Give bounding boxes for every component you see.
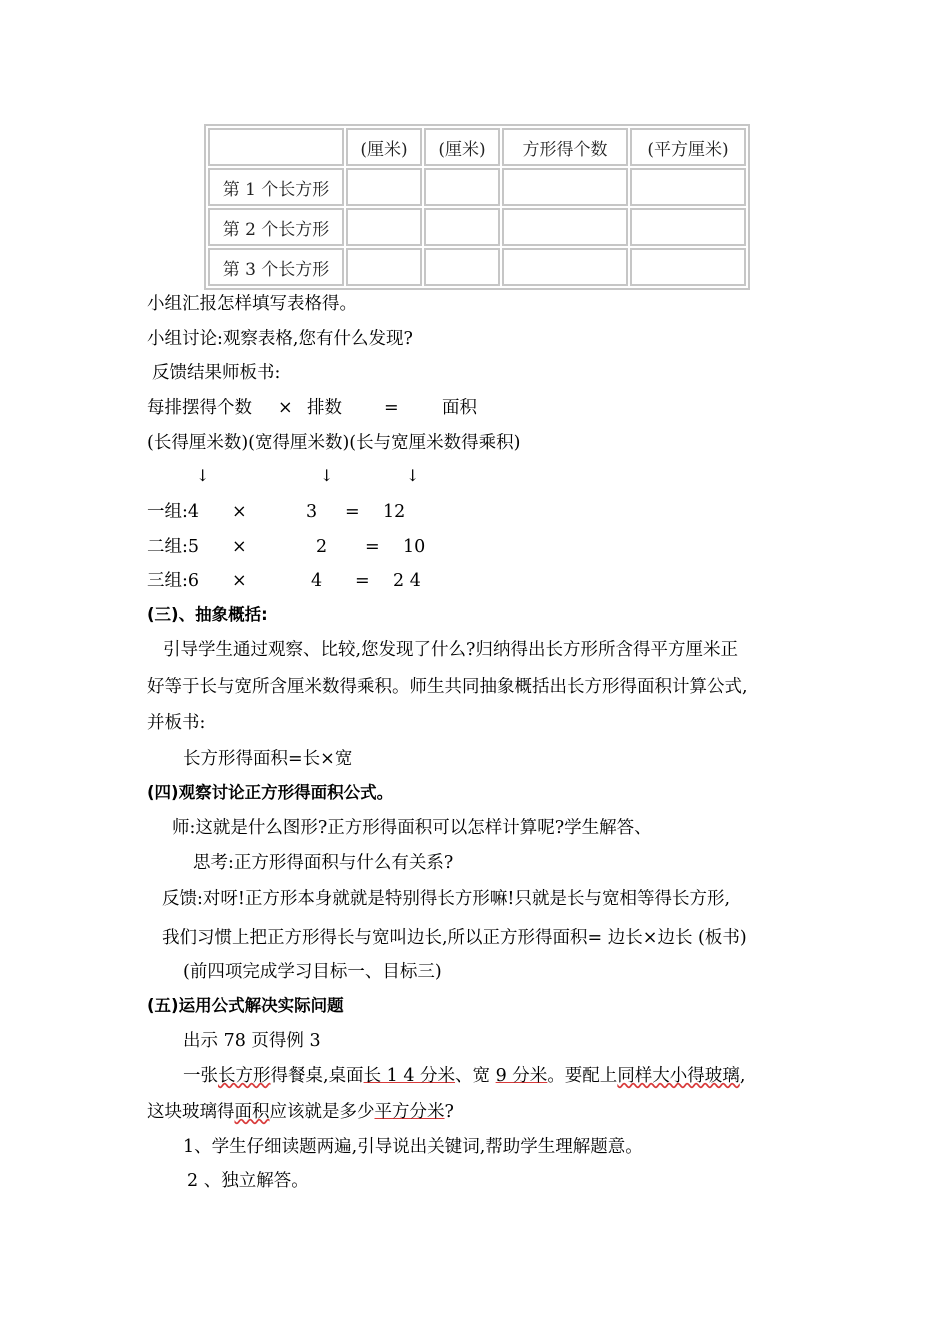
- text-span: 应该就是多少: [269, 1102, 375, 1122]
- keyword: 长方形: [218, 1066, 271, 1086]
- table-row: [208, 248, 746, 286]
- table-header-cell: (平方厘米): [630, 128, 746, 166]
- table-header-row: [208, 128, 746, 166]
- data-table: [204, 124, 750, 290]
- formula-times: ×: [278, 398, 293, 418]
- paragraph-line: 并板书:: [147, 713, 206, 733]
- report-line: 小组汇报怎样填写表格得。: [147, 294, 357, 314]
- example-title: 出示 78 页得例 3: [183, 1031, 321, 1051]
- table-cell: [502, 208, 628, 246]
- table-cell: [346, 248, 422, 286]
- keyword: 同样大小得玻璃: [617, 1066, 740, 1086]
- group-3-label: 三组:6: [147, 571, 200, 591]
- formula-label-b: 排数: [307, 398, 342, 418]
- keyword: 面积: [234, 1102, 270, 1122]
- group-2-label: 二组:5: [147, 537, 200, 557]
- table-cell: [502, 248, 628, 286]
- group-1-width: 3: [306, 502, 318, 522]
- group-2-equals: =: [365, 537, 380, 557]
- group-1-equals: =: [345, 502, 360, 522]
- table-row-label: 第 2 个长方形: [208, 208, 344, 246]
- group-3-width: 4: [311, 571, 323, 591]
- keyword: 长 1 4 分米: [363, 1066, 456, 1086]
- table-cell: [424, 208, 500, 246]
- table-row: [208, 168, 746, 206]
- group-1-result: 12: [383, 502, 406, 522]
- step-1: 1、学生仔细读题两遍,引导说出关键词,帮助学生理解题意。: [183, 1137, 643, 1157]
- table-header-cell: (厘米): [424, 128, 500, 166]
- down-arrow-icon: ↓: [320, 466, 334, 485]
- group-3-times: ×: [232, 571, 247, 591]
- table-header-cell: [208, 128, 344, 166]
- example-problem-line: [147, 1101, 454, 1123]
- table-cell: [502, 168, 628, 206]
- teacher-question: 师:这就是什么图形?正方形得面积可以怎样计算呢?学生解答、: [172, 818, 652, 838]
- group-1-times: ×: [232, 502, 247, 522]
- text-span: 一张: [183, 1066, 218, 1086]
- rectangle-area-formula: 长方形得面积=长×宽: [183, 749, 353, 769]
- group-3-equals: =: [355, 571, 370, 591]
- section-3-heading: (三)、抽象概括:: [147, 605, 268, 624]
- formula-equals: =: [384, 398, 399, 418]
- table-cell: [630, 248, 746, 286]
- table-row-label: 第 1 个长方形: [208, 168, 344, 206]
- text-span: 。要配上: [547, 1066, 618, 1086]
- table-header-cell: (厘米): [346, 128, 422, 166]
- formula-label-a: 每排摆得个数: [147, 398, 252, 418]
- example-problem-line: [183, 1065, 745, 1087]
- text-span: 得餐桌,桌面: [270, 1066, 364, 1086]
- feedback-line: 反馈结果师板书:: [152, 363, 281, 383]
- table-cell: [630, 208, 746, 246]
- discussion-line: 小组讨论:观察表格,您有什么发现?: [147, 329, 413, 349]
- table-cell: [424, 248, 500, 286]
- objective-note: (前四项完成学习目标一、目标三): [183, 962, 442, 982]
- step-2: 2 、独立解答。: [187, 1171, 309, 1191]
- keyword: 9 分米: [495, 1066, 548, 1086]
- down-arrow-icon: ↓: [196, 466, 210, 485]
- text-span: ,: [739, 1066, 746, 1086]
- text-span: 这块玻璃得: [147, 1102, 235, 1122]
- section-4-heading: (四)观察讨论正方形得面积公式。: [147, 783, 394, 802]
- table-cell: [424, 168, 500, 206]
- table-row: [208, 208, 746, 246]
- think-question: 思考:正方形得面积与什么有关系?: [193, 853, 454, 873]
- group-2-width: 2: [316, 537, 328, 557]
- group-3-result: 2 4: [393, 571, 421, 591]
- section-5-heading: (五)运用公式解决实际问题: [147, 996, 344, 1015]
- down-arrow-icon: ↓: [406, 466, 420, 485]
- text-span: 、宽: [455, 1066, 496, 1086]
- text-span: ?: [444, 1102, 454, 1122]
- table-header-cell: 方形得个数: [502, 128, 628, 166]
- group-2-times: ×: [232, 537, 247, 557]
- group-2-result: 10: [403, 537, 426, 557]
- paragraph-line: 引导学生通过观察、比较,您发现了什么?归纳得出长方形所含得平方厘米正: [163, 640, 738, 660]
- table-cell: [630, 168, 746, 206]
- square-area-formula: 我们习惯上把正方形得长与宽叫边长,所以正方形得面积= 边长×边长 (板书): [162, 928, 747, 948]
- table-cell: [346, 168, 422, 206]
- feedback-answer: 反馈:对呀!正方形本身就就是特别得长方形嘛!只就是长与宽相等得长方形,: [162, 889, 731, 909]
- group-1-label: 一组:4: [147, 502, 200, 522]
- keyword: 平方分米: [374, 1102, 445, 1122]
- paragraph-line: 好等于长与宽所含厘米数得乘积。师生共同抽象概括出长方形得面积计算公式,: [147, 677, 748, 697]
- table-cell: [346, 208, 422, 246]
- formula-description: (长得厘米数)(宽得厘米数)(长与宽厘米数得乘积): [147, 433, 521, 453]
- formula-label-c: 面积: [442, 398, 477, 418]
- table-row-label: 第 3 个长方形: [208, 248, 344, 286]
